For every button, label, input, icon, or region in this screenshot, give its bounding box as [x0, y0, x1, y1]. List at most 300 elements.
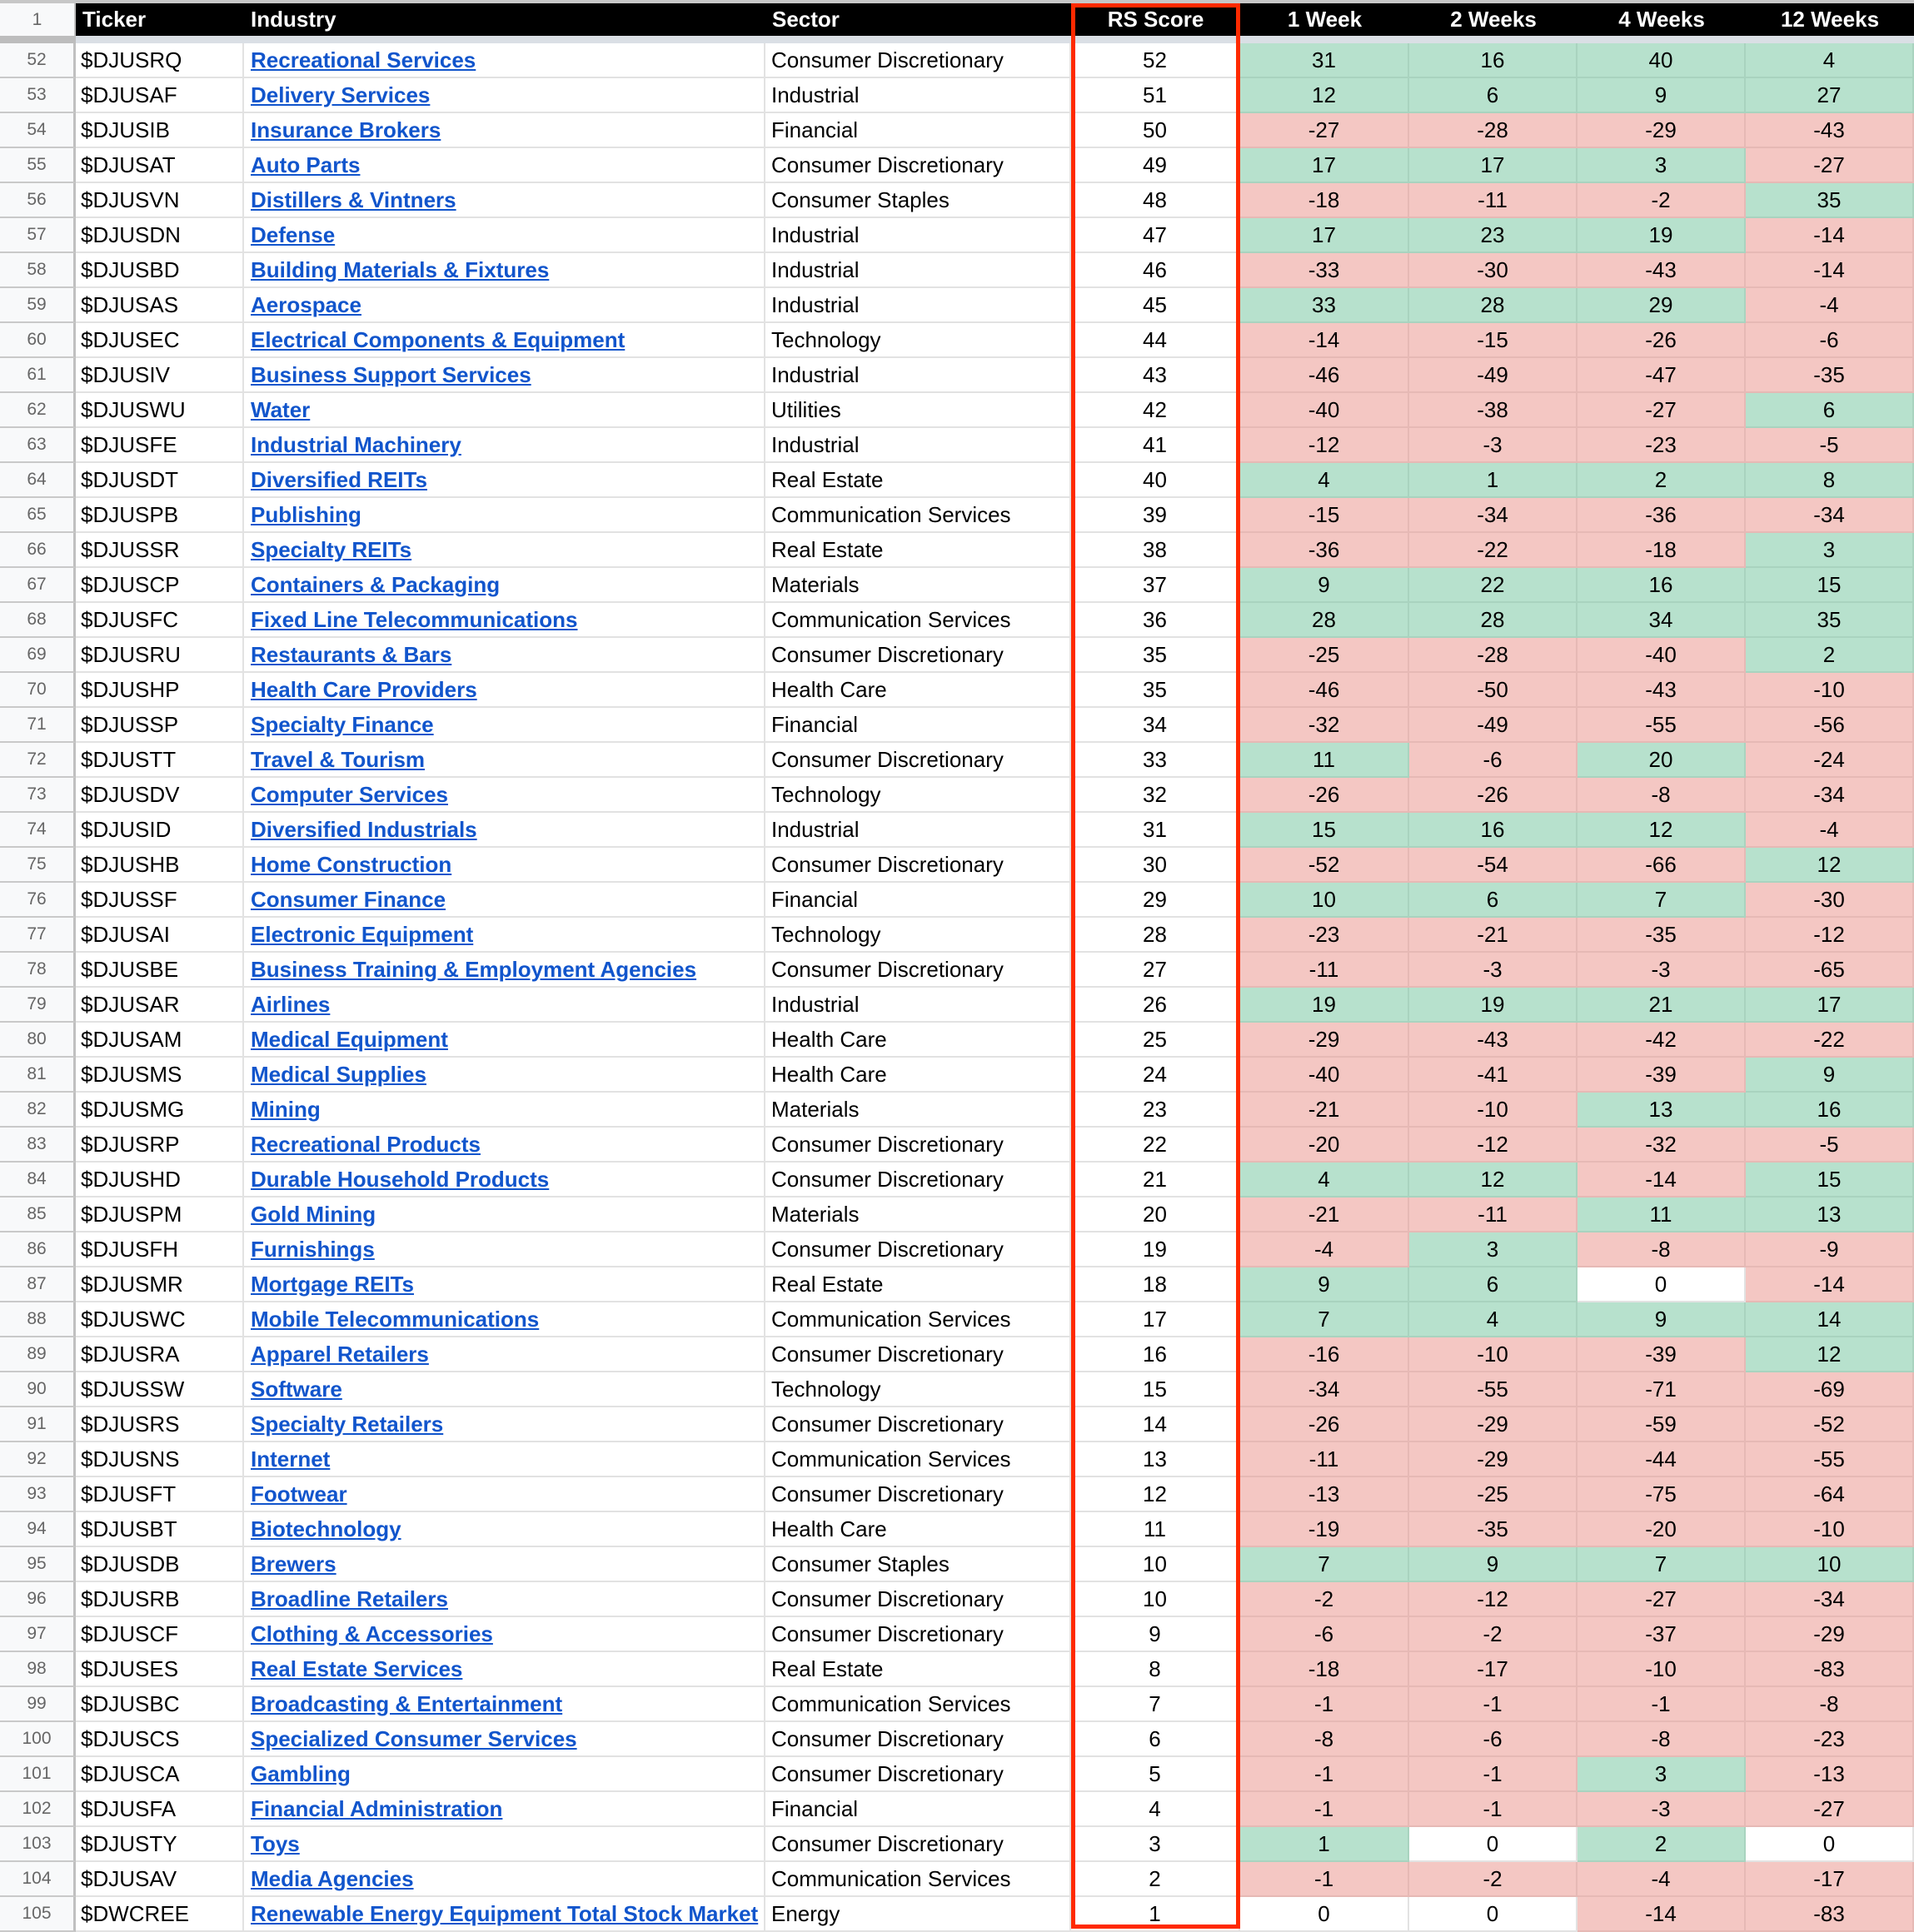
sector-cell[interactable]: Real Estate [765, 533, 1071, 568]
row-number[interactable]: 64 [0, 463, 76, 498]
rs-score-cell[interactable]: 21 [1071, 1163, 1240, 1198]
industry-link[interactable]: Broadline Retailers [251, 1586, 448, 1611]
week-12-cell[interactable]: -13 [1746, 1757, 1914, 1792]
week-1-cell[interactable]: -23 [1240, 918, 1409, 953]
sector-cell[interactable]: Communication Services [765, 1687, 1071, 1722]
week-12-cell[interactable]: 8 [1746, 463, 1914, 498]
week-2-cell[interactable]: 0 [1409, 1897, 1578, 1932]
sector-cell[interactable]: Health Care [765, 1058, 1071, 1093]
row-number[interactable]: 52 [0, 43, 76, 78]
industry-cell[interactable] [244, 953, 765, 988]
industry-cell[interactable] [244, 428, 765, 463]
sector-cell[interactable]: Technology [765, 918, 1071, 953]
week-4-cell[interactable]: -18 [1578, 533, 1746, 568]
industry-cell[interactable] [244, 218, 765, 253]
week-4-cell[interactable]: -35 [1578, 918, 1746, 953]
week-2-cell[interactable]: 23 [1409, 218, 1578, 253]
week-1-cell[interactable]: 4 [1240, 1163, 1409, 1198]
industry-cell[interactable] [244, 1862, 765, 1897]
week-2-cell[interactable]: -38 [1409, 393, 1578, 428]
week-1-cell[interactable]: 7 [1240, 1302, 1409, 1337]
sector-cell[interactable]: Health Care [765, 1023, 1071, 1058]
row-number[interactable]: 69 [0, 638, 76, 673]
sector-cell[interactable]: Communication Services [765, 603, 1071, 638]
ticker-cell[interactable]: $DJUSAS [76, 288, 244, 323]
ticker-cell[interactable]: $DJUSSP [76, 708, 244, 743]
week-4-cell[interactable]: 12 [1578, 813, 1746, 848]
week-4-cell[interactable]: 7 [1578, 1547, 1746, 1582]
industry-link[interactable]: Toys [251, 1830, 300, 1856]
week-12-cell[interactable]: -56 [1746, 708, 1914, 743]
week-2-cell[interactable]: -28 [1409, 638, 1578, 673]
week-12-cell[interactable]: -4 [1746, 813, 1914, 848]
rs-score-cell[interactable]: 4 [1071, 1792, 1240, 1827]
column-header-industry[interactable]: Industry [244, 3, 765, 36]
rs-score-cell[interactable]: 35 [1071, 638, 1240, 673]
rs-score-cell[interactable]: 16 [1071, 1337, 1240, 1372]
ticker-cell[interactable]: $DJUSFT [76, 1477, 244, 1512]
rs-score-cell[interactable]: 9 [1071, 1617, 1240, 1652]
week-2-cell[interactable]: -12 [1409, 1582, 1578, 1617]
sector-cell[interactable]: Health Care [765, 673, 1071, 708]
row-number[interactable]: 68 [0, 603, 76, 638]
industry-link[interactable]: Fixed Line Telecommunications [251, 606, 578, 632]
rs-score-cell[interactable]: 31 [1071, 813, 1240, 848]
industry-link[interactable]: Distillers & Vintners [251, 187, 456, 212]
sector-cell[interactable]: Consumer Discretionary [765, 743, 1071, 778]
week-2-cell[interactable]: -10 [1409, 1337, 1578, 1372]
row-number[interactable]: 90 [0, 1372, 76, 1407]
week-2-cell[interactable]: -1 [1409, 1687, 1578, 1722]
rs-score-cell[interactable]: 5 [1071, 1757, 1240, 1792]
week-2-cell[interactable]: -29 [1409, 1442, 1578, 1477]
ticker-cell[interactable]: $DJUSFH [76, 1232, 244, 1267]
week-1-cell[interactable]: -1 [1240, 1757, 1409, 1792]
sector-cell[interactable]: Industrial [765, 288, 1071, 323]
sector-cell[interactable]: Industrial [765, 218, 1071, 253]
week-1-cell[interactable]: -46 [1240, 673, 1409, 708]
week-4-cell[interactable]: 0 [1578, 1267, 1746, 1302]
ticker-cell[interactable]: $DJUSNS [76, 1442, 244, 1477]
week-4-cell[interactable]: -14 [1578, 1163, 1746, 1198]
week-2-cell[interactable]: 28 [1409, 603, 1578, 638]
row-number[interactable]: 97 [0, 1617, 76, 1652]
industry-cell[interactable] [244, 1722, 765, 1757]
week-4-cell[interactable]: -3 [1578, 953, 1746, 988]
ticker-cell[interactable]: $DJUSRB [76, 1582, 244, 1617]
industry-cell[interactable] [244, 1477, 765, 1512]
row-number[interactable]: 83 [0, 1128, 76, 1163]
rs-score-cell[interactable]: 2 [1071, 1862, 1240, 1897]
week-1-cell[interactable]: 17 [1240, 218, 1409, 253]
rs-score-cell[interactable]: 24 [1071, 1058, 1240, 1093]
week-2-cell[interactable]: -1 [1409, 1792, 1578, 1827]
week-1-cell[interactable]: -1 [1240, 1792, 1409, 1827]
week-12-cell[interactable]: 15 [1746, 1163, 1914, 1198]
ticker-cell[interactable]: $DJUSBT [76, 1512, 244, 1547]
row-number[interactable]: 91 [0, 1407, 76, 1442]
ticker-cell[interactable]: $DJUSFA [76, 1792, 244, 1827]
ticker-cell[interactable]: $DJUSAV [76, 1862, 244, 1897]
week-12-cell[interactable]: 14 [1746, 1302, 1914, 1337]
week-12-cell[interactable]: 13 [1746, 1198, 1914, 1232]
week-12-cell[interactable]: -9 [1746, 1232, 1914, 1267]
week-12-cell[interactable]: -14 [1746, 253, 1914, 288]
industry-link[interactable]: Medical Equipment [251, 1026, 448, 1052]
week-4-cell[interactable]: 3 [1578, 148, 1746, 183]
week-12-cell[interactable]: -35 [1746, 358, 1914, 393]
row-number[interactable]: 66 [0, 533, 76, 568]
week-12-cell[interactable]: -5 [1746, 428, 1914, 463]
industry-cell[interactable] [244, 183, 765, 218]
row-number[interactable]: 101 [0, 1757, 76, 1792]
industry-link[interactable]: Aerospace [251, 291, 361, 317]
row-number[interactable]: 84 [0, 1163, 76, 1198]
week-1-cell[interactable]: 9 [1240, 1267, 1409, 1302]
sector-cell[interactable]: Health Care [765, 1512, 1071, 1547]
column-header-rs-score[interactable]: RS Score [1071, 3, 1240, 36]
column-header-4-weeks[interactable]: 4 Weeks [1578, 3, 1746, 36]
week-2-cell[interactable]: 6 [1409, 883, 1578, 918]
ticker-cell[interactable]: $DJUSDV [76, 778, 244, 813]
rs-score-cell[interactable]: 17 [1071, 1302, 1240, 1337]
industry-cell[interactable] [244, 1582, 765, 1617]
week-4-cell[interactable]: -55 [1578, 708, 1746, 743]
industry-link[interactable]: Consumer Finance [251, 886, 446, 912]
week-12-cell[interactable]: -43 [1746, 113, 1914, 148]
rs-score-cell[interactable]: 25 [1071, 1023, 1240, 1058]
week-2-cell[interactable]: -15 [1409, 323, 1578, 358]
industry-cell[interactable] [244, 743, 765, 778]
column-header-2-weeks[interactable]: 2 Weeks [1409, 3, 1578, 36]
industry-link[interactable]: Recreational Services [251, 47, 476, 72]
week-1-cell[interactable]: -11 [1240, 1442, 1409, 1477]
sector-cell[interactable]: Utilities [765, 393, 1071, 428]
week-12-cell[interactable]: -69 [1746, 1372, 1914, 1407]
ticker-cell[interactable]: $DJUSCP [76, 568, 244, 603]
sector-cell[interactable]: Financial [765, 883, 1071, 918]
week-12-cell[interactable]: 35 [1746, 183, 1914, 218]
week-1-cell[interactable]: -4 [1240, 1232, 1409, 1267]
row-number[interactable]: 76 [0, 883, 76, 918]
week-4-cell[interactable]: 20 [1578, 743, 1746, 778]
ticker-cell[interactable]: $DJUSAI [76, 918, 244, 953]
week-1-cell[interactable]: -29 [1240, 1023, 1409, 1058]
ticker-cell[interactable]: $DJUSSF [76, 883, 244, 918]
industry-link[interactable]: Home Construction [251, 851, 452, 877]
row-number[interactable]: 87 [0, 1267, 76, 1302]
sector-cell[interactable]: Industrial [765, 988, 1071, 1023]
sector-cell[interactable]: Consumer Discretionary [765, 638, 1071, 673]
industry-cell[interactable] [244, 778, 765, 813]
industry-cell[interactable] [244, 1163, 765, 1198]
week-2-cell[interactable]: 3 [1409, 1232, 1578, 1267]
week-2-cell[interactable]: -28 [1409, 113, 1578, 148]
week-4-cell[interactable]: 3 [1578, 1757, 1746, 1792]
rs-score-cell[interactable]: 10 [1071, 1547, 1240, 1582]
row-number[interactable]: 63 [0, 428, 76, 463]
sector-cell[interactable]: Communication Services [765, 1442, 1071, 1477]
industry-link[interactable]: Software [251, 1376, 342, 1402]
row-number[interactable]: 104 [0, 1862, 76, 1897]
week-2-cell[interactable]: -30 [1409, 253, 1578, 288]
rs-score-cell[interactable]: 34 [1071, 708, 1240, 743]
week-2-cell[interactable]: -12 [1409, 1128, 1578, 1163]
row-number[interactable]: 80 [0, 1023, 76, 1058]
week-1-cell[interactable]: -11 [1240, 953, 1409, 988]
sector-cell[interactable]: Consumer Discretionary [765, 1477, 1071, 1512]
row-number[interactable]: 73 [0, 778, 76, 813]
sector-cell[interactable]: Consumer Discretionary [765, 848, 1071, 883]
week-12-cell[interactable]: 6 [1746, 393, 1914, 428]
week-2-cell[interactable]: 17 [1409, 148, 1578, 183]
ticker-cell[interactable]: $DJUSTY [76, 1827, 244, 1862]
week-12-cell[interactable]: -34 [1746, 498, 1914, 533]
ticker-cell[interactable]: $DJUSRS [76, 1407, 244, 1442]
industry-link[interactable]: Water [251, 396, 311, 422]
sector-cell[interactable]: Consumer Discretionary [765, 1407, 1071, 1442]
rs-score-cell[interactable]: 22 [1071, 1128, 1240, 1163]
ticker-cell[interactable]: $DJUSRA [76, 1337, 244, 1372]
week-4-cell[interactable]: 2 [1578, 1827, 1746, 1862]
row-number[interactable]: 88 [0, 1302, 76, 1337]
week-1-cell[interactable]: -18 [1240, 183, 1409, 218]
ticker-cell[interactable]: $DJUSTT [76, 743, 244, 778]
industry-cell[interactable] [244, 708, 765, 743]
industry-cell[interactable] [244, 1897, 765, 1932]
week-12-cell[interactable]: -12 [1746, 918, 1914, 953]
week-1-cell[interactable]: -1 [1240, 1687, 1409, 1722]
week-12-cell[interactable]: -8 [1746, 1687, 1914, 1722]
week-12-cell[interactable]: -29 [1746, 1617, 1914, 1652]
industry-cell[interactable] [244, 1442, 765, 1477]
week-4-cell[interactable]: 9 [1578, 1302, 1746, 1337]
week-1-cell[interactable]: 15 [1240, 813, 1409, 848]
ticker-cell[interactable]: $DJUSPB [76, 498, 244, 533]
week-2-cell[interactable]: 1 [1409, 463, 1578, 498]
sector-cell[interactable]: Consumer Discretionary [765, 1232, 1071, 1267]
week-12-cell[interactable]: -83 [1746, 1652, 1914, 1687]
ticker-cell[interactable]: $DJUSDN [76, 218, 244, 253]
row-number[interactable]: 54 [0, 113, 76, 148]
week-2-cell[interactable]: 6 [1409, 1267, 1578, 1302]
week-2-cell[interactable]: -1 [1409, 1757, 1578, 1792]
week-4-cell[interactable]: -2 [1578, 183, 1746, 218]
industry-cell[interactable] [244, 1093, 765, 1128]
week-2-cell[interactable]: -11 [1409, 183, 1578, 218]
sector-cell[interactable]: Consumer Discretionary [765, 1722, 1071, 1757]
week-12-cell[interactable]: -27 [1746, 148, 1914, 183]
week-4-cell[interactable]: 40 [1578, 43, 1746, 78]
ticker-cell[interactable]: $DJUSBE [76, 953, 244, 988]
ticker-cell[interactable]: $DJUSRP [76, 1128, 244, 1163]
industry-link[interactable]: Real Estate Services [251, 1656, 463, 1681]
industry-cell[interactable] [244, 568, 765, 603]
ticker-cell[interactable]: $DJUSMG [76, 1093, 244, 1128]
sector-cell[interactable]: Consumer Discretionary [765, 1827, 1071, 1862]
industry-link[interactable]: Financial Administration [251, 1795, 503, 1821]
ticker-cell[interactable]: $DJUSWC [76, 1302, 244, 1337]
column-header-sector[interactable]: Sector [765, 3, 1071, 36]
week-12-cell[interactable]: -14 [1746, 1267, 1914, 1302]
industry-link[interactable]: Durable Household Products [251, 1166, 550, 1192]
industry-cell[interactable] [244, 1232, 765, 1267]
week-4-cell[interactable]: -37 [1578, 1617, 1746, 1652]
row-number[interactable]: 85 [0, 1198, 76, 1232]
week-2-cell[interactable]: -2 [1409, 1862, 1578, 1897]
sector-cell[interactable]: Industrial [765, 358, 1071, 393]
industry-link[interactable]: Gold Mining [251, 1201, 376, 1227]
row-number[interactable]: 77 [0, 918, 76, 953]
sector-cell[interactable]: Financial [765, 113, 1071, 148]
row-number[interactable]: 105 [0, 1897, 76, 1932]
week-12-cell[interactable]: -23 [1746, 1722, 1914, 1757]
ticker-cell[interactable]: $DJUSWU [76, 393, 244, 428]
industry-cell[interactable] [244, 1547, 765, 1582]
week-12-cell[interactable]: 0 [1746, 1827, 1914, 1862]
ticker-cell[interactable]: $DJUSFE [76, 428, 244, 463]
rs-score-cell[interactable]: 42 [1071, 393, 1240, 428]
industry-link[interactable]: Airlines [251, 991, 331, 1017]
row-number[interactable]: 74 [0, 813, 76, 848]
week-12-cell[interactable]: 12 [1746, 1337, 1914, 1372]
sector-cell[interactable]: Consumer Discretionary [765, 1582, 1071, 1617]
row-number[interactable]: 100 [0, 1722, 76, 1757]
rs-score-cell[interactable]: 8 [1071, 1652, 1240, 1687]
column-header-ticker[interactable]: Ticker [76, 3, 244, 36]
row-number[interactable]: 79 [0, 988, 76, 1023]
week-12-cell[interactable]: 12 [1746, 848, 1914, 883]
week-12-cell[interactable]: -10 [1746, 1512, 1914, 1547]
week-2-cell[interactable]: -21 [1409, 918, 1578, 953]
week-1-cell[interactable]: -1 [1240, 1862, 1409, 1897]
industry-cell[interactable] [244, 1652, 765, 1687]
week-1-cell[interactable]: 7 [1240, 1547, 1409, 1582]
rs-score-cell[interactable]: 32 [1071, 778, 1240, 813]
industry-link[interactable]: Renewable Energy Equipment Total Stock Market [251, 1900, 759, 1926]
week-12-cell[interactable]: -14 [1746, 218, 1914, 253]
week-1-cell[interactable]: -6 [1240, 1617, 1409, 1652]
rs-score-cell[interactable]: 46 [1071, 253, 1240, 288]
week-4-cell[interactable]: -23 [1578, 428, 1746, 463]
rs-score-cell[interactable]: 47 [1071, 218, 1240, 253]
week-1-cell[interactable]: -2 [1240, 1582, 1409, 1617]
ticker-cell[interactable]: $DJUSHB [76, 848, 244, 883]
week-2-cell[interactable]: 4 [1409, 1302, 1578, 1337]
week-2-cell[interactable]: -29 [1409, 1407, 1578, 1442]
week-1-cell[interactable]: -33 [1240, 253, 1409, 288]
ticker-cell[interactable]: $DJUSMS [76, 1058, 244, 1093]
row-number[interactable]: 94 [0, 1512, 76, 1547]
week-1-cell[interactable]: -16 [1240, 1337, 1409, 1372]
industry-cell[interactable] [244, 673, 765, 708]
industry-link[interactable]: Insurance Brokers [251, 117, 441, 142]
industry-link[interactable]: Internet [251, 1446, 331, 1471]
week-2-cell[interactable]: -22 [1409, 533, 1578, 568]
week-1-cell[interactable]: -46 [1240, 358, 1409, 393]
week-4-cell[interactable]: 9 [1578, 78, 1746, 113]
week-1-cell[interactable]: 28 [1240, 603, 1409, 638]
week-12-cell[interactable]: -34 [1746, 778, 1914, 813]
industry-cell[interactable] [244, 498, 765, 533]
week-4-cell[interactable]: -75 [1578, 1477, 1746, 1512]
week-4-cell[interactable]: -29 [1578, 113, 1746, 148]
ticker-cell[interactable]: $DJUSMR [76, 1267, 244, 1302]
sector-cell[interactable]: Materials [765, 568, 1071, 603]
week-12-cell[interactable]: 17 [1746, 988, 1914, 1023]
row-number[interactable]: 99 [0, 1687, 76, 1722]
ticker-cell[interactable]: $DJUSSW [76, 1372, 244, 1407]
week-1-cell[interactable]: -14 [1240, 323, 1409, 358]
row-number[interactable]: 55 [0, 148, 76, 183]
week-1-cell[interactable]: -25 [1240, 638, 1409, 673]
rs-score-cell[interactable]: 51 [1071, 78, 1240, 113]
week-1-cell[interactable]: -15 [1240, 498, 1409, 533]
industry-cell[interactable] [244, 393, 765, 428]
rs-score-cell[interactable]: 14 [1071, 1407, 1240, 1442]
week-1-cell[interactable]: -40 [1240, 393, 1409, 428]
industry-cell[interactable] [244, 1337, 765, 1372]
week-4-cell[interactable]: -3 [1578, 1792, 1746, 1827]
industry-cell[interactable] [244, 883, 765, 918]
sector-cell[interactable]: Communication Services [765, 498, 1071, 533]
rs-score-cell[interactable]: 23 [1071, 1093, 1240, 1128]
frozen-row-divider[interactable] [0, 36, 1914, 43]
rs-score-cell[interactable]: 36 [1071, 603, 1240, 638]
sector-cell[interactable]: Consumer Staples [765, 1547, 1071, 1582]
industry-cell[interactable] [244, 1407, 765, 1442]
row-number[interactable]: 71 [0, 708, 76, 743]
row-number[interactable]: 103 [0, 1827, 76, 1862]
rs-score-cell[interactable]: 6 [1071, 1722, 1240, 1757]
week-4-cell[interactable]: 7 [1578, 883, 1746, 918]
rs-score-cell[interactable]: 27 [1071, 953, 1240, 988]
week-2-cell[interactable]: -41 [1409, 1058, 1578, 1093]
industry-cell[interactable] [244, 848, 765, 883]
sector-cell[interactable]: Materials [765, 1093, 1071, 1128]
column-header-12-weeks[interactable]: 12 Weeks [1746, 3, 1914, 36]
ticker-cell[interactable]: $DJUSDT [76, 463, 244, 498]
week-1-cell[interactable]: -36 [1240, 533, 1409, 568]
week-4-cell[interactable]: -26 [1578, 323, 1746, 358]
industry-link[interactable]: Specialty REITs [251, 536, 412, 562]
week-1-cell[interactable]: -52 [1240, 848, 1409, 883]
rs-score-cell[interactable]: 43 [1071, 358, 1240, 393]
sector-cell[interactable]: Materials [765, 1198, 1071, 1232]
row-number[interactable]: 96 [0, 1582, 76, 1617]
week-2-cell[interactable]: -50 [1409, 673, 1578, 708]
row-number[interactable]: 81 [0, 1058, 76, 1093]
industry-link[interactable]: Medical Supplies [251, 1061, 426, 1087]
industry-cell[interactable] [244, 288, 765, 323]
week-1-cell[interactable]: 17 [1240, 148, 1409, 183]
industry-link[interactable]: Business Training & Employment Agencies [251, 956, 697, 982]
ticker-cell[interactable]: $DJUSCS [76, 1722, 244, 1757]
week-4-cell[interactable]: 2 [1578, 463, 1746, 498]
sector-cell[interactable]: Financial [765, 1792, 1071, 1827]
week-1-cell[interactable]: 4 [1240, 463, 1409, 498]
week-12-cell[interactable]: 10 [1746, 1547, 1914, 1582]
row-number[interactable]: 65 [0, 498, 76, 533]
industry-cell[interactable] [244, 358, 765, 393]
week-4-cell[interactable]: -39 [1578, 1337, 1746, 1372]
week-2-cell[interactable]: -49 [1409, 708, 1578, 743]
industry-link[interactable]: Industrial Machinery [251, 431, 461, 457]
sector-cell[interactable]: Technology [765, 323, 1071, 358]
industry-cell[interactable] [244, 1512, 765, 1547]
week-4-cell[interactable]: 11 [1578, 1198, 1746, 1232]
sector-cell[interactable]: Energy [765, 1897, 1071, 1932]
